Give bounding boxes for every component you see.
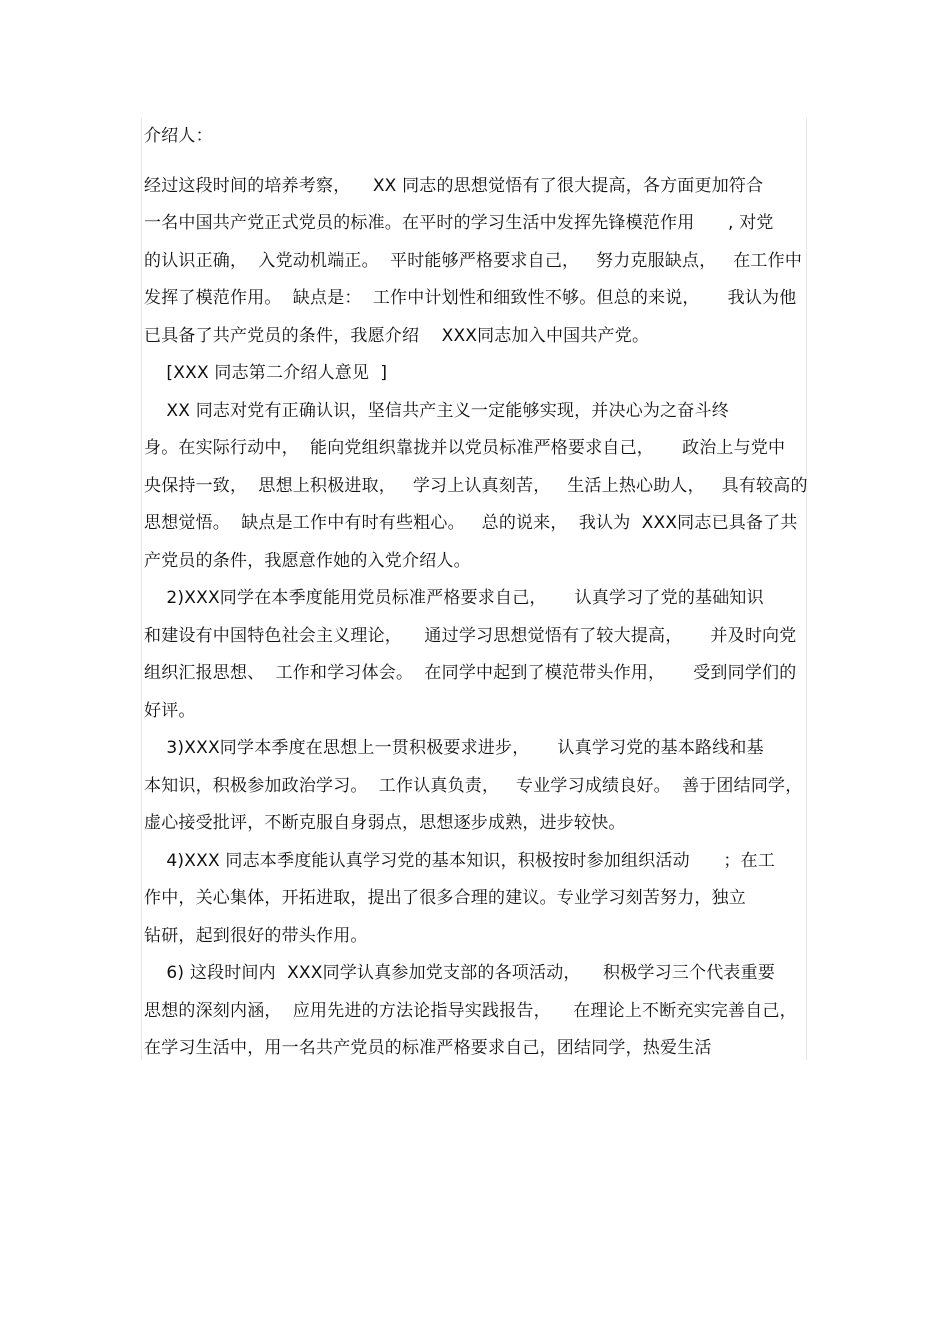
- left-margin-rule: [141, 118, 142, 1060]
- section-heading: [XXX 同志第二介绍人意见 ]: [144, 363, 388, 383]
- text-line-16: 好评。: [144, 701, 196, 721]
- text-line-8: XX 同志对党有正确认识，坚信共产主义一定能够实现，并决心为之奋斗终: [144, 401, 729, 421]
- text-line-1: 介绍人：: [144, 126, 213, 146]
- text-line-25: 在学习生活中，用一名共产党员的标准严格要求自己，团结同学，热爱生活: [144, 1038, 712, 1058]
- text-line-12: 产党员的条件，我愿意作她的入党介绍人。: [144, 551, 471, 571]
- text-line-17: 3)XXX同学本季度在思想上一贯积极要求进步， 认真学习党的基本路线和基: [144, 738, 764, 758]
- text-line-21: 作中，关心集体，开拓进取，提出了很多合理的建议。专业学习刻苦努力，独立: [144, 888, 746, 908]
- text-line-19: 虚心接受批评，不断克服自身弱点，思想逐步成熟，进步较快。: [144, 813, 626, 833]
- text-line-11: 思想觉悟。 缺点是工作中有时有些粗心。 总的说来， 我认为 XXX同志已具备了共: [144, 513, 798, 533]
- text-line-23: 6) 这段时间内 XXX同学认真参加党支部的各项活动， 积极学习三个代表重要: [144, 963, 776, 983]
- text-line-2: 经过这段时间的培养考察， XX 同志的思想觉悟有了很大提高，各方面更加符合: [144, 176, 764, 196]
- text-line-10: 央保持一致， 思想上积极进取， 学习上认真刻苦， 生活上热心助人， 具有较高的: [144, 476, 808, 496]
- text-line-9: 身。在实际行动中， 能向党组织靠拢并以党员标准严格要求自己， 政治上与党中: [144, 438, 786, 458]
- text-line-6: 已具备了共产党员的条件，我愿介绍 XXX同志加入中国共产党。: [144, 326, 650, 346]
- text-line-14: 和建设有中国特色社会主义理论， 通过学习思想觉悟有了较大提高， 并及时向党: [144, 626, 797, 646]
- text-line-5: 发挥了模范作用。 缺点是： 工作中计划性和细致性不够。但总的来说， 我认为他: [144, 288, 797, 308]
- text-line-3: 一名中国共产党正式党员的标准。在平时的学习生活中发挥先锋模范作用 , 对党: [144, 213, 774, 233]
- text-line-22: 钻研，起到很好的带头作用。: [144, 926, 368, 946]
- text-line-18: 本知识，积极参加政治学习。 工作认真负责， 专业学习成绩良好。 善于团结同学，: [144, 776, 803, 796]
- text-line-15: 组织汇报思想、 工作和学习体会。 在同学中起到了模范带头作用， 受到同学们的: [144, 663, 797, 683]
- text-line-4: 的认识正确， 入党动机端正。 平时能够严格要求自己， 努力克服缺点， 在工作中: [144, 251, 803, 271]
- text-line-13: 2)XXX同学在本季度能用党员标准严格要求自己， 认真学习了党的基础知识: [144, 588, 764, 608]
- text-line-20: 4)XXX 同志本季度能认真学习党的基本知识，积极按时参加组织活动 ；在工: [144, 851, 776, 871]
- right-margin-rule: [806, 118, 807, 1060]
- text-line-24: 思想的深刻内涵， 应用先进的方法论指导实践报告， 在理论上不断充实完善自己，: [144, 1001, 797, 1021]
